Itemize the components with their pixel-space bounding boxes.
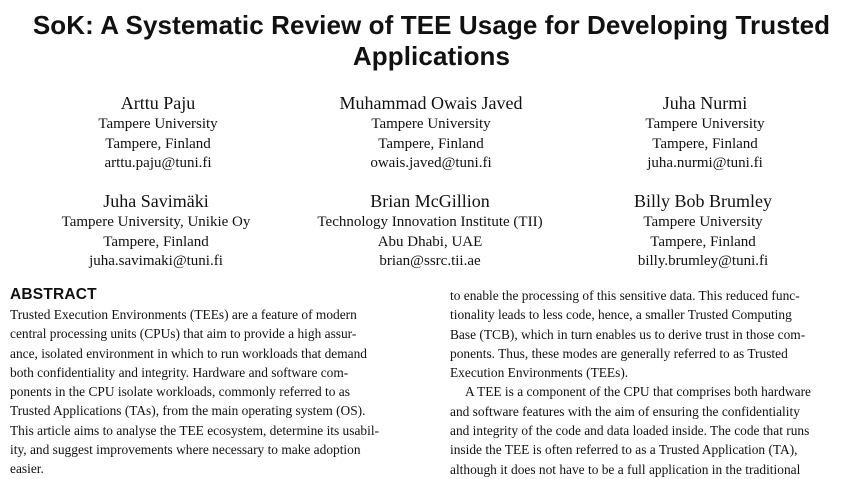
author-name: Billy Bob Brumley xyxy=(633,191,772,211)
author-affiliation: Technology Innovation Institute (TII) xyxy=(317,214,543,230)
abstract-line: easier. xyxy=(10,461,44,477)
abstract-line: Trusted Applications (TAs), from the main operating system (OS). xyxy=(10,403,366,419)
author-email: juha.nurmi@tuni.fi xyxy=(647,155,763,171)
author-email: brian@ssrc.tii.ae xyxy=(379,253,481,269)
author-affiliation: Tampere University xyxy=(643,214,763,230)
author-affiliation: Tampere University, Unikie Oy xyxy=(61,214,251,230)
body-line: and software features with the aim of ensuring the confidentiality xyxy=(450,403,800,419)
body-line: Execution Environments (TEEs). xyxy=(450,365,629,381)
abstract-body xyxy=(10,305,415,479)
author-name: Juha Nurmi xyxy=(662,93,748,113)
author-location: Tampere, Finland xyxy=(103,233,209,250)
author-block-1 xyxy=(8,92,308,174)
author-email: owais.javed@tuni.fi xyxy=(370,155,492,171)
paper-title xyxy=(0,10,863,72)
author-block-3 xyxy=(555,92,855,174)
author-email: arttu.paju@tuni.fi xyxy=(104,155,212,171)
abstract-heading: ABSTRACT xyxy=(10,286,97,303)
author-block-6 xyxy=(553,190,853,272)
author-affiliation: Tampere University xyxy=(645,116,765,132)
author-block-2 xyxy=(281,92,581,174)
author-affiliation: Tampere University xyxy=(98,116,218,132)
abstract-line: Trusted Execution Environments (TEEs) are a feature of modern xyxy=(10,307,357,322)
author-location: Tampere, Finland xyxy=(378,135,484,152)
body-line: Base (TCB), which in turn enables us to derive trust in those com- xyxy=(450,326,806,342)
author-location: Tampere, Finland xyxy=(652,135,758,152)
abstract-line: ity, and suggest improvements where necessary to make adoption xyxy=(10,442,361,458)
author-location: Abu Dhabi, UAE xyxy=(377,233,483,250)
abstract-line: both confidentiality and integrity. Hardware and software com- xyxy=(10,364,349,380)
body-line: to enable the processing of this sensitive data. This reduced func- xyxy=(450,288,800,303)
author-name: Arttu Paju xyxy=(120,93,196,113)
body-line: tionality leads to less code, hence, a smaller Trusted Computing xyxy=(450,307,792,323)
body-line: inside the TEE is often referred to as a Trusted Application (TA), xyxy=(450,442,798,458)
author-email: juha.savimaki@tuni.fi xyxy=(89,253,223,269)
title-line-1: SoK: A Systematic Review of TEE Usage for Developing Trusted xyxy=(32,10,831,40)
author-block-5 xyxy=(280,190,580,272)
introduction-body xyxy=(450,286,853,479)
body-line: A TEE is a component of the CPU that comprises both hardware xyxy=(465,384,811,400)
author-affiliation: Tampere University xyxy=(371,116,491,132)
author-email: billy.brumley@tuni.fi xyxy=(637,253,769,269)
author-block-4 xyxy=(6,190,306,272)
abstract-line: ance, isolated environment in which to run workloads that demand xyxy=(10,345,367,361)
body-line: although it does not have to be a full application in the traditional xyxy=(450,461,801,477)
author-location: Tampere, Finland xyxy=(650,233,756,250)
body-line: ponents. Thus, these modes are generally referred to as Trusted xyxy=(450,345,788,361)
body-line: and integrity of the code and data loaded inside. The code that runs xyxy=(450,423,810,439)
abstract-line: This article aims to analyse the TEE ecosystem, determine its usabil- xyxy=(10,422,380,438)
abstract-line: central processing units (CPUs) that aim to provide a high assur- xyxy=(10,326,357,342)
author-name: Brian McGillion xyxy=(370,191,490,211)
abstract-line: ponents in the CPU isolate workloads, commonly referred to as xyxy=(10,384,350,400)
author-name: Muhammad Owais Javed xyxy=(339,93,523,113)
title-line-2: Applications xyxy=(352,41,511,71)
author-location: Tampere, Finland xyxy=(105,135,211,152)
author-name: Juha Savimäki xyxy=(103,191,209,211)
